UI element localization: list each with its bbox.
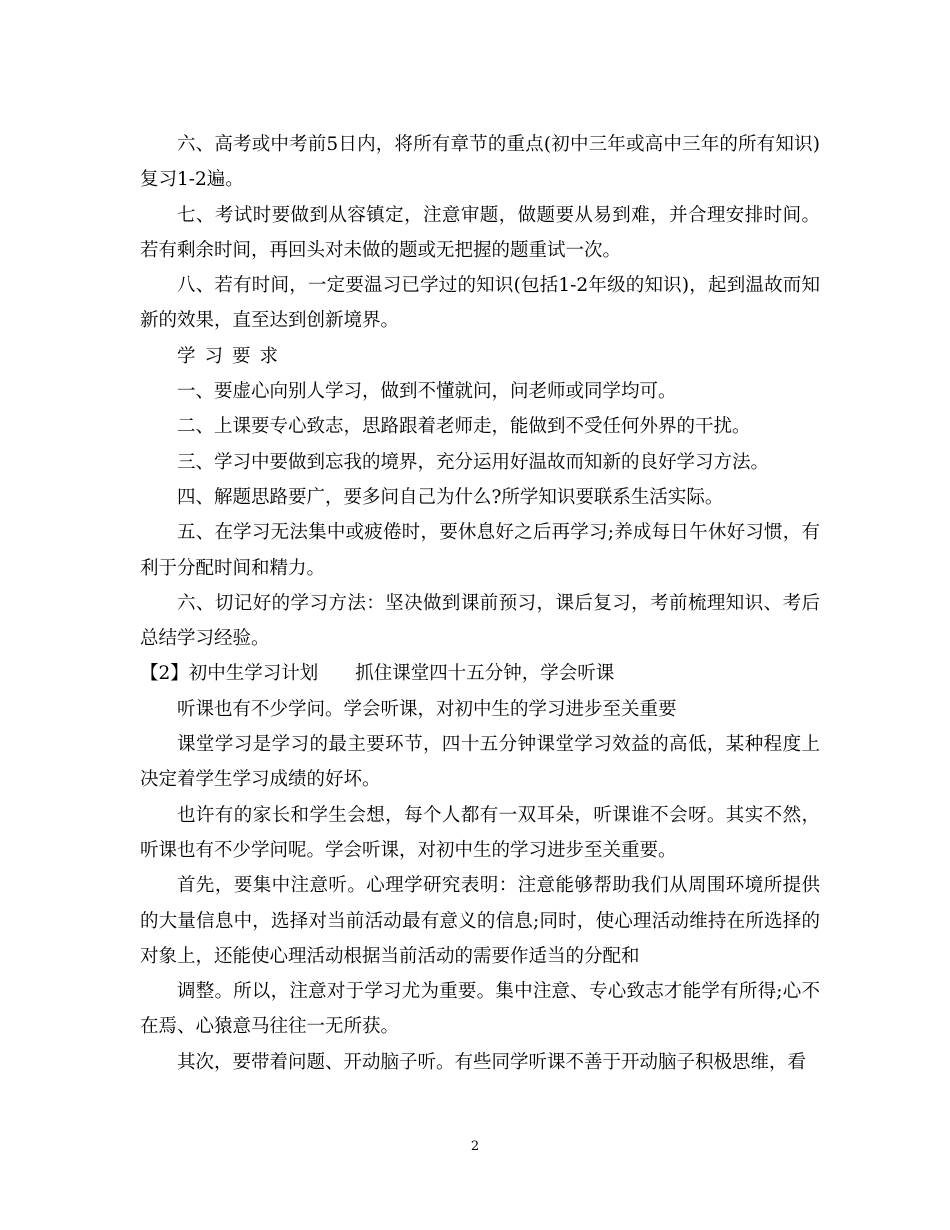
requirement-2: 二、上课要专心致志，思路跟着老师走，能做到不受任何外界的干扰。 [177, 416, 751, 438]
requirement-1: 一、要虚心向别人学习，做到不懂就问，问老师或同学均可。 [177, 381, 677, 403]
paragraph-7-exam: 七、考试时要做到从容镇定，注意审题，做题要从易到难，并合理安排时间。若有剩余时间，再回头对未做的题或无把握的题重试一次。 [140, 204, 820, 261]
requirement-4: 四、解题思路要广，要多问自己为什么?所学知识要联系生活实际。 [177, 486, 724, 508]
paragraph-6-review: 六、高考或中考前5日内，将所有章节的重点(初中三年或高中三年的所有知识)复习1-2遍。 [140, 134, 820, 191]
paragraph-listening-intro: 听课也有不少学问。学会听课，对初中生的学习进步至关重要 [177, 698, 677, 720]
requirement-6: 六、切记好的学习方法：坚决做到课前预习，课后复习，考前梳理知识、考后总结学习经验。 [140, 592, 820, 650]
paragraph-adjustment: 调整。所以，注意对于学习尤为重要。集中注意、专心致志才能学有所得;心不在焉、心猿意马往往一无所获。 [140, 981, 820, 1038]
paragraph-first-attention: 首先，要集中注意听。心理学研究表明：注意能够帮助我们从周围环境所提供的大量信息中，选择对当前活动最有意义的信息;同时，使心理活动维持在所选择的对象上，还能使心理活动根据当前活动的需要作适当的分配和 [140, 875, 820, 967]
page-number: 2 [470, 1139, 480, 1154]
document-body [140, 127, 820, 1080]
paragraph-classroom-learning: 课堂学习是学习的最主要环节，四十五分钟课堂学习效益的高低，某种程度上决定着学生学习成绩的好坏。 [140, 734, 820, 791]
section-heading-study-requirements: 学习要求 [177, 345, 288, 367]
paragraph-8-revise: 八、若有时间，一定要温习已学过的知识(包括1-2年级的知识)，起到温故而知新的效果，直至达到创新境界。 [140, 275, 820, 332]
requirement-5: 五、在学习无法集中或疲倦时，要休息好之后再学习;养成每日午休好习惯，有利于分配时间和精力。 [140, 522, 820, 579]
paragraph-second-questions: 其次，要带着问题、开动脑子听。有些同学听课不善于开动脑子积极思维，看 [177, 1051, 807, 1073]
section-heading-plan-2: 【2】初中生学习计划 抓住课堂四十五分钟，学会听课 [140, 663, 615, 685]
requirement-3: 三、学习中要做到忘我的境界，充分运用好温故而知新的良好学习方法。 [177, 451, 770, 473]
paragraph-parents-think: 也许有的家长和学生会想，每个人都有一双耳朵，听课谁不会呀。其实不然，听课也有不少学问呢。学会听课，对初中生的学习进步至关重要。 [140, 804, 820, 861]
